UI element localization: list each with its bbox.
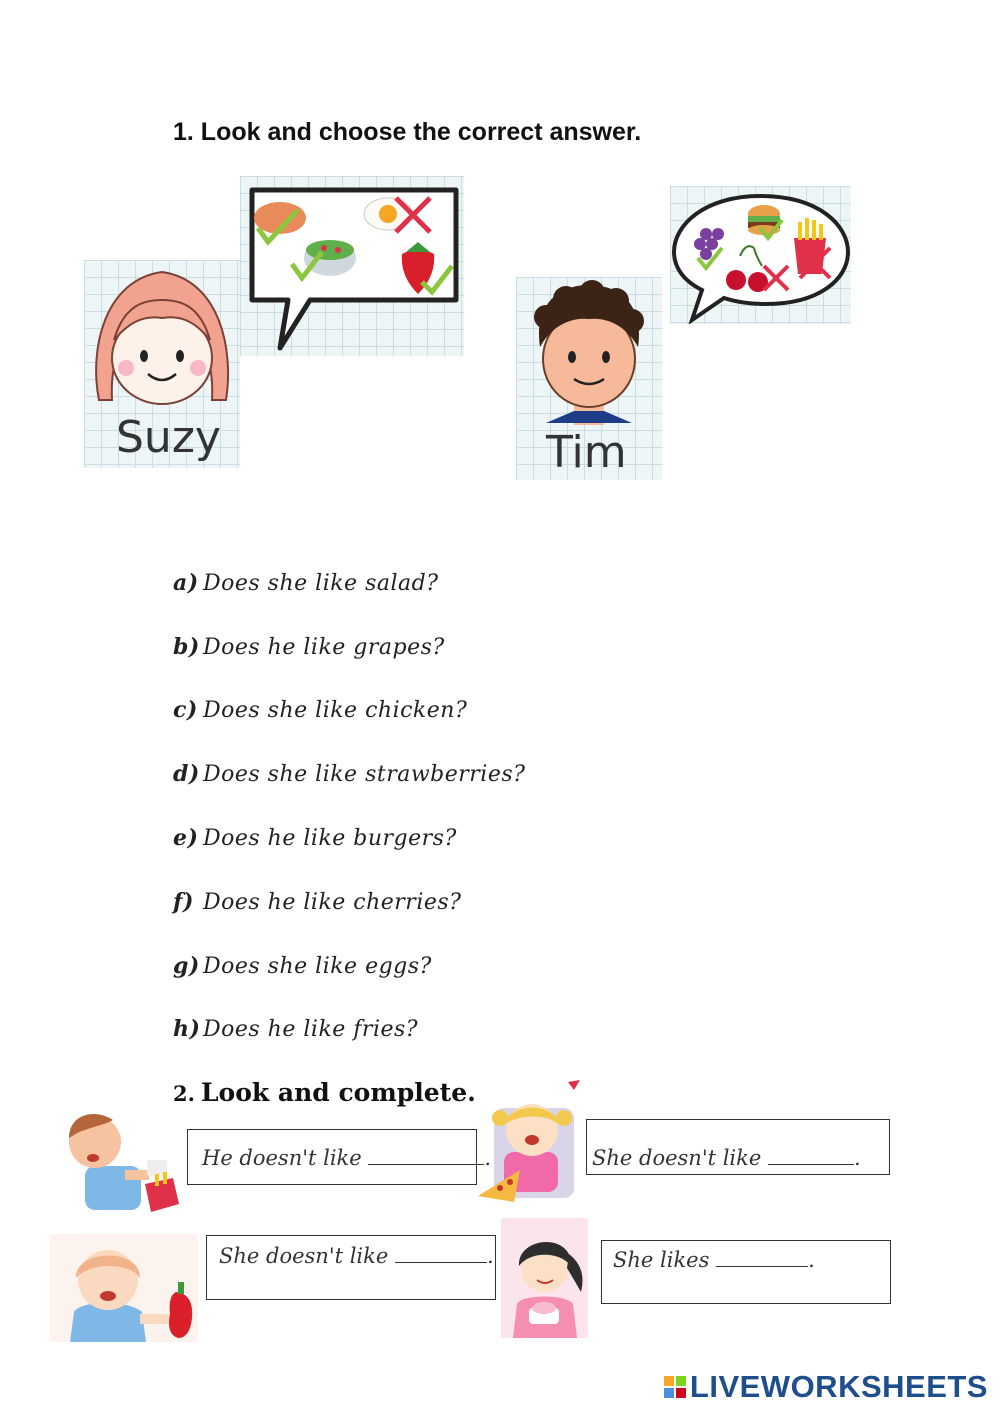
question-letter: e) xyxy=(173,825,199,851)
sentence-2-end: . xyxy=(854,1146,861,1170)
boy-dislikes-fries-illustration xyxy=(55,1104,185,1216)
sentence-1-end: . xyxy=(484,1146,492,1170)
question-b xyxy=(173,634,445,660)
liveworksheets-mark-icon xyxy=(664,1376,686,1398)
girl-dislikes-pepper-illustration xyxy=(50,1234,198,1342)
question-letter: d) xyxy=(173,761,200,787)
tim-food-bubble xyxy=(670,186,851,324)
section2-title-text: Look and complete. xyxy=(200,1078,476,1107)
liveworksheets-logo[interactable] xyxy=(664,1369,988,1405)
liveworksheets-brand-text: LIVEWORKSHEETS xyxy=(689,1369,988,1404)
question-text: Does he like burgers? xyxy=(203,826,457,851)
answer-blank-3[interactable] xyxy=(395,1246,487,1263)
tim-name-label: Tim xyxy=(546,427,627,478)
girl-dislikes-pizza-illustration xyxy=(474,1078,589,1206)
sentence-2 xyxy=(592,1146,861,1170)
sentence-2-text: She doesn't like xyxy=(592,1146,762,1170)
question-text: Does he like fries? xyxy=(203,1017,419,1042)
question-a xyxy=(173,570,439,596)
question-letter: g) xyxy=(173,953,200,979)
tim-speech-bubble xyxy=(670,186,851,324)
sentence-1 xyxy=(202,1146,491,1170)
question-text: Does she like strawberries? xyxy=(203,762,526,787)
question-text: Does she like salad? xyxy=(203,571,439,596)
question-text: Does she like eggs? xyxy=(203,954,432,979)
question-text: Does he like cherries? xyxy=(203,890,462,915)
question-c xyxy=(173,697,467,723)
section2-number: 2. xyxy=(173,1081,195,1106)
suzy-face-illustration xyxy=(84,260,240,410)
suzy-card xyxy=(84,260,240,468)
answer-blank-2[interactable] xyxy=(768,1148,854,1165)
sentence-3-text: She doesn't like xyxy=(219,1244,389,1268)
question-f xyxy=(173,889,461,915)
tim-card xyxy=(516,277,662,480)
sentence-3 xyxy=(219,1244,494,1268)
question-text: Does he like grapes? xyxy=(203,635,445,660)
suzy-name-label: Suzy xyxy=(116,412,221,463)
section1-title: 1. Look and choose the correct answer. xyxy=(173,118,642,146)
question-letter: c) xyxy=(173,697,198,723)
section2-title xyxy=(173,1078,476,1107)
question-letter: f) xyxy=(173,889,194,915)
answer-blank-1[interactable] xyxy=(368,1148,484,1165)
sentence-4-text: She likes xyxy=(613,1248,710,1272)
question-h xyxy=(173,1016,418,1042)
question-e xyxy=(173,825,457,851)
suzy-food-bubble xyxy=(240,176,464,356)
sentence-4 xyxy=(613,1248,815,1272)
question-g xyxy=(173,953,432,979)
question-letter: b) xyxy=(173,634,200,660)
tim-face-illustration xyxy=(516,277,662,427)
suzy-speech-bubble xyxy=(240,176,464,356)
girl-likes-icecream-illustration xyxy=(501,1218,588,1338)
question-letter: h) xyxy=(173,1016,201,1042)
sentence-3-end: . xyxy=(487,1244,494,1268)
answer-blank-4[interactable] xyxy=(716,1250,808,1267)
question-text: Does she like chicken? xyxy=(203,698,468,723)
sentence-1-text: He doesn't like xyxy=(202,1146,362,1170)
sentence-4-end: . xyxy=(808,1248,815,1272)
question-d xyxy=(173,761,525,787)
question-letter: a) xyxy=(173,570,199,596)
